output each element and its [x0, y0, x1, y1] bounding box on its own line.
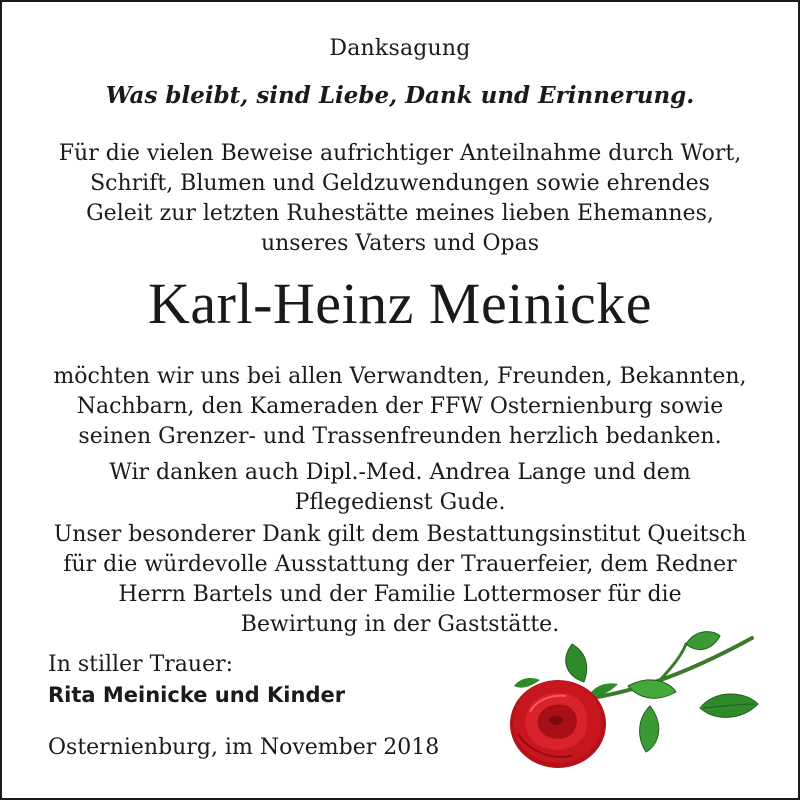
leaf	[566, 644, 587, 682]
red-rose-image	[500, 624, 770, 774]
thanks-paragraph-relatives	[22, 362, 778, 452]
intro-paragraph	[22, 139, 778, 259]
thanks-line: seinen Grenzer- und Trassenfreunden herzlich bedanken.	[78, 424, 722, 449]
intro-line: Für die vielen Beweise aufrichtiger Anteilnahme durch Wort,	[58, 141, 742, 166]
thanks-line: möchten wir uns bei allen Verwandten, Freunden, Bekannten,	[53, 364, 747, 389]
thanks-line: Pflegedienst Gude.	[294, 490, 506, 515]
notice-heading: Danksagung	[329, 36, 471, 61]
thanks-line: für die würdevolle Ausstattung der Trauerfeier, dem Redner	[63, 552, 737, 577]
mourning-label: In stiller Trauer:	[48, 652, 234, 677]
thanks-line: Nachbarn, den Kameraden der FFW Osternienburg sowie	[76, 394, 724, 419]
leaf	[686, 632, 720, 650]
thanks-line: Unser besonderer Dank gilt dem Bestattungsinstitut Queitsch	[53, 522, 747, 547]
intro-line: unseres Vaters und Opas	[260, 231, 540, 256]
thanks-line: Herrn Bartels und der Familie Lottermoser für die	[118, 582, 682, 607]
thanks-line: Wir danken auch Dipl.-Med. Andrea Lange und dem	[109, 460, 691, 485]
thanks-paragraph-funeral	[22, 520, 778, 640]
place-and-date: Osternienburg, im November 2018	[48, 735, 440, 760]
intro-line: Geleit zur letzten Ruhestätte meines lieben Ehemannes,	[86, 201, 714, 226]
leaf	[640, 706, 659, 752]
thanks-paragraph-care	[22, 458, 778, 518]
mourning-signature	[48, 650, 345, 710]
notice-motto: Was bleibt, sind Liebe, Dank und Erinnerung.	[105, 82, 695, 109]
deceased-name: Karl-Heinz Meinicke	[148, 271, 652, 336]
intro-line: Schrift, Blumen und Geldzuwendungen sowie ehrendes	[90, 171, 710, 196]
leaf	[628, 680, 676, 698]
thanks-line: Bewirtung in der Gaststätte.	[240, 612, 560, 637]
signed-by: Rita Meinicke und Kinder	[48, 683, 346, 707]
